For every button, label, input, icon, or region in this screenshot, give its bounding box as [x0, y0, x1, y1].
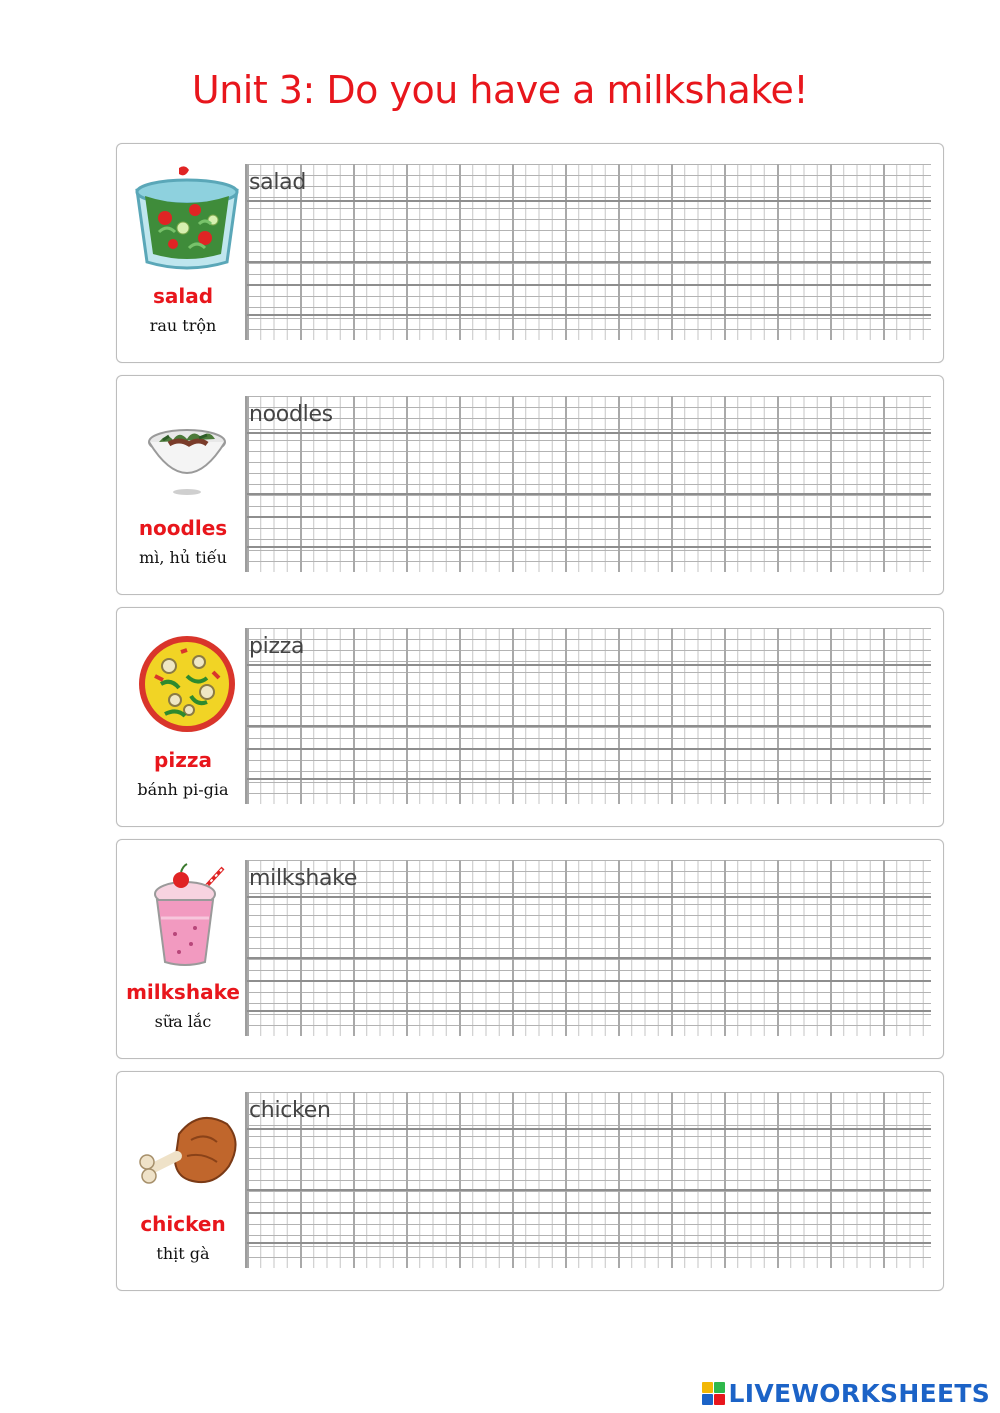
trace-word: noodles [249, 402, 333, 427]
liveworksheets-logo[interactable] [702, 1378, 990, 1408]
logo-mark-icon [702, 1382, 725, 1405]
page-title: Unit 3: Do you have a milkshake! [191, 68, 809, 112]
writing-grid[interactable] [245, 396, 931, 572]
chicken-leg-icon [129, 1090, 245, 1206]
trace-word: chicken [249, 1098, 331, 1123]
pizza-icon [129, 626, 245, 742]
vocab-card-pizza [116, 607, 944, 827]
vocab-card-milkshake [116, 839, 944, 1059]
milkshake-cup-icon [129, 858, 245, 974]
writing-grid[interactable] [245, 164, 931, 340]
noodle-bowl-icon [129, 394, 245, 510]
meaning-label: mì, hủ tiếu [139, 548, 227, 567]
vocab-card-salad [116, 143, 944, 363]
word-label: milkshake [126, 980, 240, 1004]
brand-name: LIVEWORKSHEETS [728, 1378, 990, 1408]
word-label: noodles [138, 516, 228, 540]
trace-word: pizza [249, 634, 305, 659]
meaning-label: bánh pi-gia [137, 780, 229, 799]
meaning-label: rau trộn [149, 316, 217, 335]
meaning-label: sữa lắc [154, 1012, 212, 1031]
word-label: salad [152, 284, 214, 308]
salad-bowl-icon [129, 162, 245, 278]
writing-grid[interactable] [245, 628, 931, 804]
vocab-card-noodles [116, 375, 944, 595]
vocab-card-chicken [116, 1071, 944, 1291]
writing-grid[interactable] [245, 1092, 931, 1268]
trace-word: milkshake [249, 866, 358, 891]
word-label: chicken [140, 1212, 226, 1236]
meaning-label: thịt gà [156, 1244, 210, 1263]
writing-grid[interactable] [245, 860, 931, 1036]
trace-word: salad [249, 170, 307, 195]
word-label: pizza [154, 748, 212, 772]
